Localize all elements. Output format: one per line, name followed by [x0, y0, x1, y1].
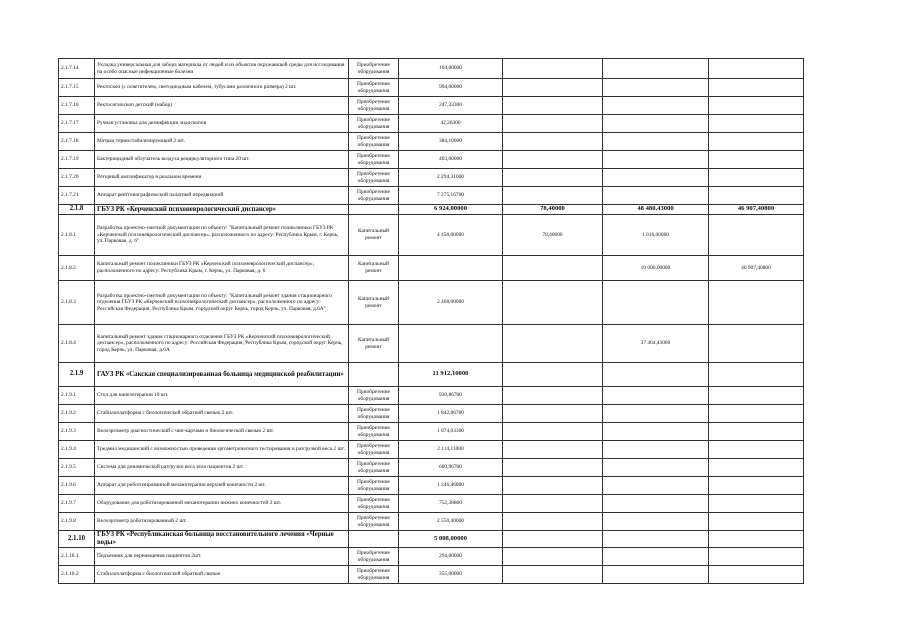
- table-row: [59, 495, 804, 513]
- amount-cell-1: 42,26300: [399, 115, 503, 133]
- table-row: [59, 325, 804, 363]
- amount-cell-3: [603, 531, 709, 548]
- description-cell: Бактерицидный облучатель воздуха рециркуляторного типа 20 шт.: [95, 151, 349, 169]
- amount-cell-4: [709, 187, 804, 205]
- description-cell: Стабилоплатформа с биологической обратной связью 2 шт.: [95, 405, 349, 423]
- amount-cell-2: 78,40000: [503, 205, 603, 215]
- table-row: [59, 281, 804, 325]
- amount-cell-1: 5 008,00000: [399, 531, 503, 548]
- activity-type-cell: Приобретение оборудования: [349, 97, 399, 115]
- amount-cell-1: 294,00000: [399, 548, 503, 566]
- amount-cell-1: 355,00000: [399, 566, 503, 584]
- description-cell: Тредмил медицинский с возможностью проведения эргометрического тестирования и разгрузкой веса 2 шт.: [95, 441, 349, 459]
- activity-type-cell: Капитальный ремонт: [349, 281, 399, 325]
- table-row: [59, 115, 804, 133]
- section-row: [59, 205, 804, 215]
- activity-type-cell: Приобретение оборудования: [349, 477, 399, 495]
- amount-cell-1: 11 912,10000: [399, 363, 503, 387]
- activity-type-cell: Приобретение оборудования: [349, 459, 399, 477]
- table-row: [59, 133, 804, 151]
- amount-cell-3: [603, 115, 709, 133]
- amount-cell-1: 2 114,11000: [399, 441, 503, 459]
- description-cell: Велоэргометр диагностический с чип-картами и биологической связью 2 шт.: [95, 423, 349, 441]
- description-cell: Аппарат рентгенографический палатный передвижной: [95, 187, 349, 205]
- amount-cell-3: [603, 548, 709, 566]
- amount-cell-3: [603, 97, 709, 115]
- amount-cell-1: 994,00000: [399, 79, 503, 97]
- description-cell: Ручная установка для дезинфекции эндоскопов: [95, 115, 349, 133]
- amount-cell-2: [503, 423, 603, 441]
- amount-cell-2: [503, 59, 603, 79]
- amount-cell-3: [603, 133, 709, 151]
- amount-cell-2: [503, 169, 603, 187]
- amount-cell-4: [709, 495, 804, 513]
- description-cell: Стабилоплатформа с биологической обратной связью: [95, 566, 349, 584]
- item-number-cell: 2.1.9: [59, 363, 95, 387]
- amount-cell-3: [603, 405, 709, 423]
- item-number-cell: 2.1.9.3: [59, 423, 95, 441]
- amount-cell-3: [603, 281, 709, 325]
- amount-cell-4: 46 907,40800: [709, 256, 804, 281]
- amount-cell-4: 46 907,40800: [709, 205, 804, 215]
- amount-cell-1: 104,00000: [399, 59, 503, 79]
- table-row: [59, 405, 804, 423]
- amount-cell-2: [503, 513, 603, 531]
- activity-type-cell: Капитальный ремонт: [349, 325, 399, 363]
- item-number-cell: 2.1.7.14: [59, 59, 95, 79]
- activity-type-cell: Приобретение оборудования: [349, 151, 399, 169]
- section-row: [59, 363, 804, 387]
- amount-cell-4: [709, 79, 804, 97]
- amount-cell-2: [503, 97, 603, 115]
- amount-cell-4: [709, 363, 804, 387]
- table-row: [59, 79, 804, 97]
- description-cell: Укладка универсальная для забора материала от людей и из объектов окружающей среды для исследования на особо опасные инфекционные болезни: [95, 59, 349, 79]
- amount-cell-2: [503, 363, 603, 387]
- amount-cell-1: 930,86700: [399, 387, 503, 405]
- amount-cell-4: [709, 97, 804, 115]
- activity-type-cell: Приобретение оборудования: [349, 441, 399, 459]
- amount-cell-4: [709, 566, 804, 584]
- section-row: [59, 531, 804, 548]
- amount-cell-3: [603, 79, 709, 97]
- amount-cell-3: 1 016,00000: [603, 215, 709, 256]
- amount-cell-2: [503, 256, 603, 281]
- activity-type-cell: Капитальный ремонт: [349, 256, 399, 281]
- amount-cell-3: [603, 187, 709, 205]
- amount-cell-4: [709, 325, 804, 363]
- item-number-cell: 2.1.10: [59, 531, 95, 548]
- amount-cell-1: 1 246,46800: [399, 477, 503, 495]
- description-cell: Разработка проектно-сметной документации по объекту: "Капитальный ремонт поликлиники ГБУЗ РК «Керченский психоневрологический диспансер», расположенного по адресу: Республика Крым, г. Керчь, ул. Парковая, д. 6": [95, 215, 349, 256]
- activity-type-cell: Приобретение оборудования: [349, 405, 399, 423]
- description-cell: Капитальный ремонт здания стационарного отделения ГБУЗ РК «Керченский психоневрологический диспансер», расположенного по адресу: Российская Федерация, Республика Крым, городской округ Керчь, город Керчь, ул. Парковая, д.6А: [95, 325, 349, 363]
- activity-type-cell: [349, 205, 399, 215]
- table-row: [59, 59, 804, 79]
- description-cell: Стол для кинезотерапии 10 шт.: [95, 387, 349, 405]
- amount-cell-2: [503, 495, 603, 513]
- activity-type-cell: Приобретение оборудования: [349, 495, 399, 513]
- amount-cell-3: [603, 59, 709, 79]
- amount-cell-4: [709, 531, 804, 548]
- table-row: [59, 513, 804, 531]
- description-cell: Матрац термостабилизирующий 2 шт.: [95, 133, 349, 151]
- table-row: [59, 566, 804, 584]
- amount-cell-3: [603, 151, 709, 169]
- description-cell: Подъемник для перемещения пациентов 2шт.: [95, 548, 349, 566]
- amount-cell-1: 752,38800: [399, 495, 503, 513]
- table-row: [59, 256, 804, 281]
- amount-cell-1: 1 842,86700: [399, 405, 503, 423]
- item-number-cell: 2.1.10.2: [59, 566, 95, 584]
- description-cell: Система для динамической разгрузки веса тела пациентов 2 шт.: [95, 459, 349, 477]
- amount-cell-3: [603, 387, 709, 405]
- amount-cell-3: [603, 363, 709, 387]
- activity-type-cell: Приобретение оборудования: [349, 387, 399, 405]
- amount-cell-3: [603, 459, 709, 477]
- table-row: [59, 548, 804, 566]
- activity-type-cell: Приобретение оборудования: [349, 59, 399, 79]
- amount-cell-1: 7 275,16700: [399, 187, 503, 205]
- table-row: [59, 441, 804, 459]
- activity-type-cell: [349, 363, 399, 387]
- table-row: [59, 387, 804, 405]
- activity-type-cell: [349, 531, 399, 548]
- activity-type-cell: Приобретение оборудования: [349, 548, 399, 566]
- item-number-cell: 2.1.9.1: [59, 387, 95, 405]
- item-number-cell: 2.1.7.15: [59, 79, 95, 97]
- description-cell: Капитальный ремонт поликлиники ГБУЗ РК «Керченский психоневрологический диспансер», расположенного по адресу: Республика Крым, г. Керчь, ул. Парковая, д. 6: [95, 256, 349, 281]
- item-number-cell: 2.1.10.1: [59, 548, 95, 566]
- amount-cell-1: 403,00000: [399, 151, 503, 169]
- description-cell: ГАУЗ РК «Сакская специализированная больница медицинской реабилитации»: [95, 363, 349, 387]
- activity-type-cell: Приобретение оборудования: [349, 79, 399, 97]
- amount-cell-2: [503, 133, 603, 151]
- table-row: [59, 477, 804, 495]
- item-number-cell: 2.1.8: [59, 205, 95, 215]
- item-number-cell: 2.1.7.18: [59, 133, 95, 151]
- item-number-cell: 2.1.7.16: [59, 97, 95, 115]
- activity-type-cell: Капитальный ремонт: [349, 215, 399, 256]
- activity-type-cell: Приобретение оборудования: [349, 187, 399, 205]
- item-number-cell: 2.1.9.8: [59, 513, 95, 531]
- program-table: [58, 58, 804, 584]
- activity-type-cell: Приобретение оборудования: [349, 513, 399, 531]
- amount-cell-2: [503, 151, 603, 169]
- item-number-cell: 2.1.8.3: [59, 281, 95, 325]
- amount-cell-3: [603, 441, 709, 459]
- table-row: [59, 423, 804, 441]
- amount-cell-1: [399, 256, 503, 281]
- item-number-cell: 2.1.7.21: [59, 187, 95, 205]
- item-number-cell: 2.1.7.20: [59, 169, 95, 187]
- amount-cell-1: 6 924,00000: [399, 205, 503, 215]
- amount-cell-4: [709, 281, 804, 325]
- amount-cell-3: [603, 169, 709, 187]
- description-cell: Ректоскоп (с осветителем, светодиодным кабелем, тубусами различного размера) 2 шт.: [95, 79, 349, 97]
- amount-cell-2: [503, 325, 603, 363]
- amount-cell-2: [503, 441, 603, 459]
- amount-cell-4: [709, 169, 804, 187]
- item-number-cell: 2.1.8.1: [59, 215, 95, 256]
- amount-cell-2: 78,40000: [503, 215, 603, 256]
- description-cell: Ректосигмоскоп детский (набор): [95, 97, 349, 115]
- amount-cell-2: [503, 187, 603, 205]
- activity-type-cell: Приобретение оборудования: [349, 169, 399, 187]
- amount-cell-2: [503, 79, 603, 97]
- amount-cell-2: [503, 531, 603, 548]
- amount-cell-4: [709, 477, 804, 495]
- amount-cell-4: [709, 151, 804, 169]
- amount-cell-1: 1 874,03300: [399, 423, 503, 441]
- activity-type-cell: Приобретение оборудования: [349, 133, 399, 151]
- amount-cell-4: [709, 459, 804, 477]
- table-row: [59, 97, 804, 115]
- item-number-cell: 2.1.9.7: [59, 495, 95, 513]
- amount-cell-3: [603, 423, 709, 441]
- item-number-cell: 2.1.9.6: [59, 477, 95, 495]
- amount-cell-4: [709, 215, 804, 256]
- table-body: [59, 59, 804, 584]
- description-cell: ГБУЗ РК «Республиканская больница восстановительного лечения «Черные воды»: [95, 531, 349, 548]
- item-number-cell: 2.1.9.4: [59, 441, 95, 459]
- description-cell: Велоэргометр роботизированный 2 шт.: [95, 513, 349, 531]
- amount-cell-3: [603, 566, 709, 584]
- amount-cell-1: 247,33300: [399, 97, 503, 115]
- item-number-cell: 2.1.7.19: [59, 151, 95, 169]
- description-cell: Разработка проектно-сметной документации по объекту: "Капитальный ремонт здания стационарного отделения ГБУЗ РК «Керченский психоневрологический диспансер», расположенного по адресу: Российская Федерация, Республика Крым, городской округ Керчь, город Керчь, ул. Парковая, д.6А": [95, 281, 349, 325]
- table-row: [59, 215, 804, 256]
- amount-cell-4: [709, 548, 804, 566]
- item-number-cell: 2.1.8.4: [59, 325, 95, 363]
- description-cell: Аппарат для роботизированной механотерапии верхней конечности 2 шт.: [95, 477, 349, 495]
- amount-cell-1: 600,96700: [399, 459, 503, 477]
- table-row: [59, 187, 804, 205]
- amount-cell-3: [603, 477, 709, 495]
- amount-cell-1: 4 456,00000: [399, 215, 503, 256]
- amount-cell-1: 384,10000: [399, 133, 503, 151]
- amount-cell-2: [503, 477, 603, 495]
- item-number-cell: 2.1.8.2: [59, 256, 95, 281]
- description-cell: ГБУЗ РК «Керченский психоневрологический диспансер»: [95, 205, 349, 215]
- amount-cell-4: [709, 115, 804, 133]
- amount-cell-1: 2 550,40000: [399, 513, 503, 531]
- amount-cell-1: 2 294,31000: [399, 169, 503, 187]
- amount-cell-2: [503, 548, 603, 566]
- amount-cell-4: [709, 405, 804, 423]
- amount-cell-3: 10 000,00000: [603, 256, 709, 281]
- amount-cell-2: [503, 459, 603, 477]
- amount-cell-3: [603, 513, 709, 531]
- amount-cell-3: 48 480,43000: [603, 205, 709, 215]
- amount-cell-2: [503, 281, 603, 325]
- item-number-cell: 2.1.9.2: [59, 405, 95, 423]
- amount-cell-4: [709, 133, 804, 151]
- activity-type-cell: Приобретение оборудования: [349, 115, 399, 133]
- amount-cell-4: [709, 513, 804, 531]
- activity-type-cell: Приобретение оборудования: [349, 423, 399, 441]
- amount-cell-3: [603, 495, 709, 513]
- amount-cell-2: [503, 405, 603, 423]
- activity-type-cell: Приобретение оборудования: [349, 566, 399, 584]
- item-number-cell: 2.1.9.5: [59, 459, 95, 477]
- amount-cell-4: [709, 441, 804, 459]
- amount-cell-4: [709, 423, 804, 441]
- amount-cell-4: [709, 59, 804, 79]
- amount-cell-1: [399, 325, 503, 363]
- amount-cell-1: 2 468,00000: [399, 281, 503, 325]
- amount-cell-2: [503, 115, 603, 133]
- table-row: [59, 151, 804, 169]
- amount-cell-4: [709, 387, 804, 405]
- description-cell: Роторный амплификатор в реальном времени: [95, 169, 349, 187]
- amount-cell-3: 37 464,43000: [603, 325, 709, 363]
- table-row: [59, 459, 804, 477]
- description-cell: Оборудование для роботизированной механотерапии нижних конечностей 2 шт.: [95, 495, 349, 513]
- item-number-cell: 2.1.7.17: [59, 115, 95, 133]
- amount-cell-2: [503, 387, 603, 405]
- table-row: [59, 169, 804, 187]
- amount-cell-2: [503, 566, 603, 584]
